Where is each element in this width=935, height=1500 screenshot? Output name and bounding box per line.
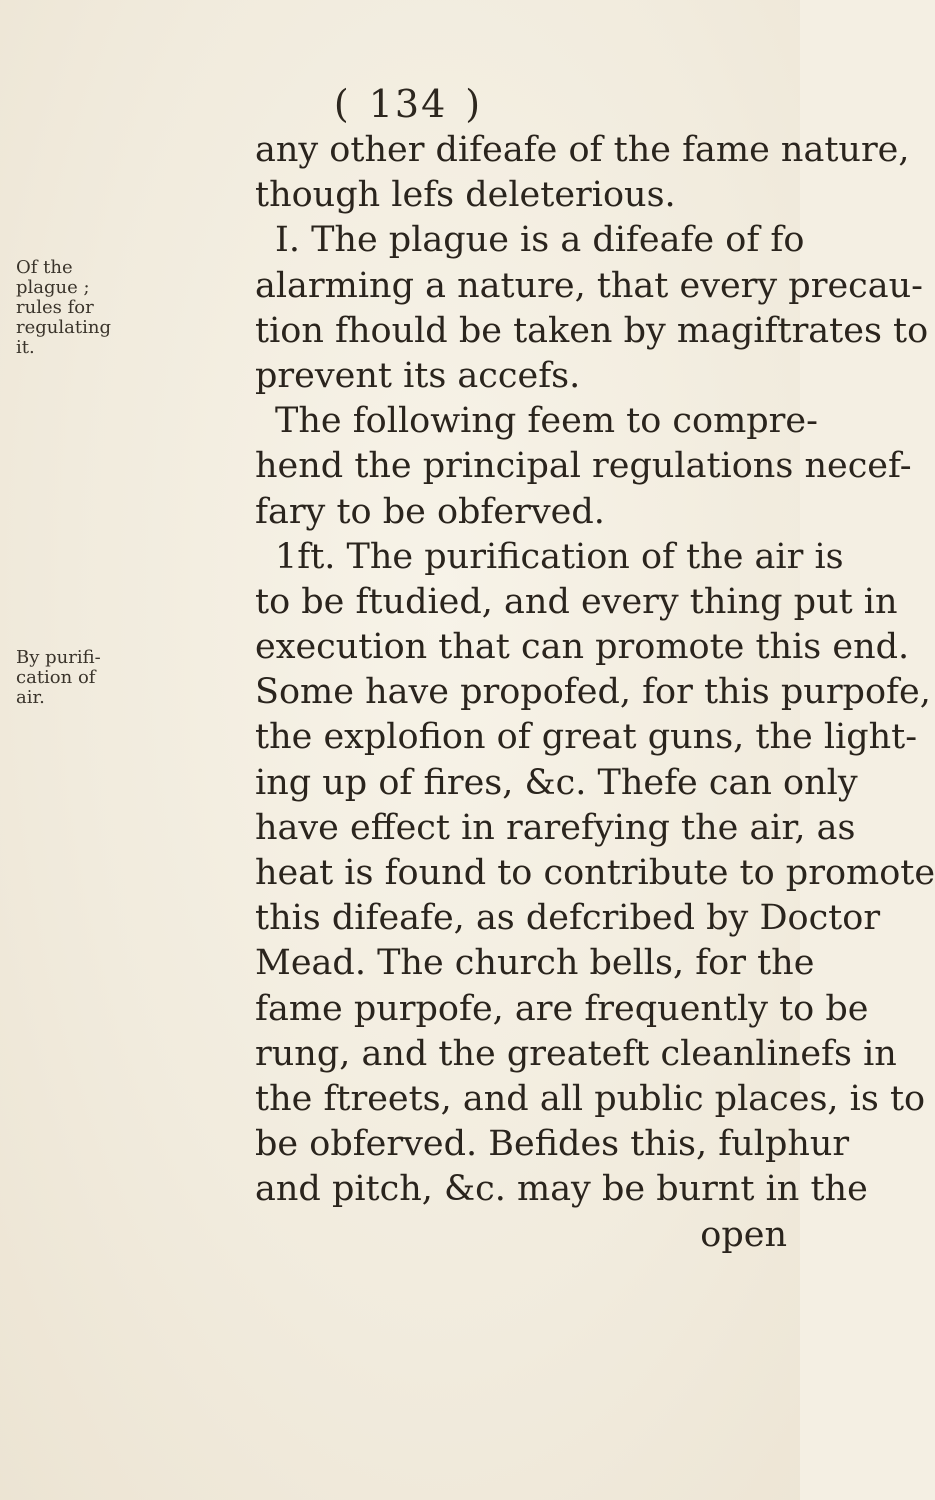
- text-line: ing up of fires, &c. Thefe can only: [255, 762, 858, 803]
- text-line: 1ft. The purification of the air is: [275, 536, 844, 577]
- text-line: I. The plague is a difeafe of fo: [275, 220, 805, 261]
- page-header: [258, 82, 558, 126]
- text-line: alarming a nature, that every precau-: [255, 265, 923, 306]
- text-line: rung, and the greateft cleanlinefs in: [255, 1033, 897, 1074]
- text-line: The following feem to compre-: [275, 401, 818, 442]
- text-line: tion fhould be taken by magiftrates to: [255, 310, 929, 351]
- text-line: Mead. The church bells, for the: [255, 943, 815, 984]
- text-line: though lefs deleterious.: [255, 175, 676, 216]
- text-line: be obferved. Befides this, fulphur: [255, 1124, 850, 1165]
- text-line: fame purpofe, are frequently to be: [255, 988, 869, 1029]
- text-line: the explofion of great guns, the light-: [255, 717, 918, 758]
- margin-note-line: By purifi-: [16, 647, 101, 668]
- body-text: [255, 128, 935, 1258]
- text-line: hend the principal regulations necef-: [255, 446, 912, 487]
- text-line: the ftreets, and all public places, is to: [255, 1078, 926, 1119]
- text-line: to be ftudied, and every thing put in: [255, 581, 898, 622]
- header-close-paren: ): [465, 82, 483, 126]
- text-line: this difeafe, as defcribed by Doctor: [255, 898, 881, 939]
- margin-note-line: rules for: [16, 297, 94, 318]
- text-line: have effect in rarefying the air, as: [255, 807, 856, 848]
- text-line: prevent its accefs.: [255, 355, 581, 396]
- margin-note-line: air.: [16, 687, 45, 708]
- margin-note-line: plague ;: [16, 277, 90, 298]
- text-line: and pitch, &c. may be burnt in the: [255, 1169, 868, 1210]
- margin-note-line: it.: [16, 337, 35, 358]
- text-line: Some have propofed, for this purpofe,: [255, 672, 931, 713]
- margin-note-line: regulating: [16, 317, 111, 338]
- text-line: fary to be obferved.: [255, 491, 605, 532]
- text-line: execution that can promote this end.: [255, 627, 910, 668]
- page-number: 134: [368, 82, 448, 126]
- margin-note-line: Of the: [16, 257, 73, 278]
- margin-note-line: cation of: [16, 667, 96, 688]
- text-line: any other difeafe of the fame nature,: [255, 130, 910, 170]
- text-line: heat is found to contribute to promote: [255, 853, 935, 893]
- margin-note-purification: [16, 648, 136, 708]
- catchword: open: [700, 1214, 787, 1255]
- header-open-paren: (: [333, 82, 351, 126]
- margin-note-plague-rules: [16, 258, 136, 358]
